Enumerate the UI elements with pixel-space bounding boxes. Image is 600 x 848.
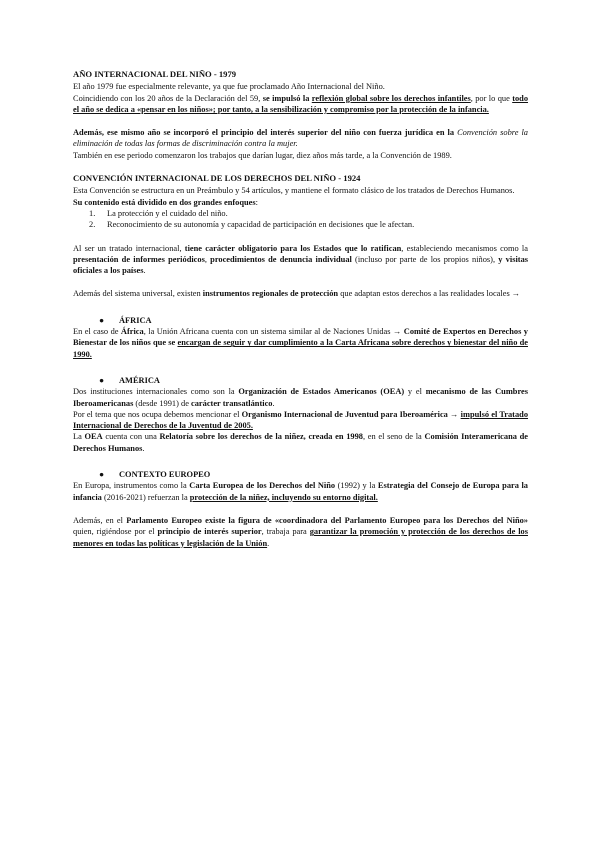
bold-text: procedimientos de denuncia individual <box>210 254 352 264</box>
paragraph <box>73 480 528 503</box>
bold-underlined-text: garantizar la promoción y protección de los derechos de los menores en todas las políticas y legislación de la Unión <box>73 527 528 548</box>
bullet-heading-text: ÁFRICA <box>119 315 152 325</box>
paragraph <box>73 185 528 196</box>
list-item-text: La protección y el cuidado del niño. <box>107 208 228 218</box>
text: La <box>73 432 85 442</box>
list-item <box>85 219 528 230</box>
bold-underlined-text: reflexión global sobre los derechos infantiles <box>311 93 471 103</box>
bold-text: Parlamento Europeo existe la figura de «coordinadora del Parlamento Europeo para los Derechos del Niño» <box>126 515 528 525</box>
paragraph <box>73 81 528 92</box>
bold-underlined-text: impulsó el Tratado Internacional de Derechos de la Juventud de 2005. <box>73 409 529 431</box>
text: , estableciendo mecanismos como la <box>401 243 528 253</box>
list-number: 2. <box>89 220 96 230</box>
text: En el caso de <box>73 327 121 337</box>
paragraph <box>73 431 528 454</box>
text: cuenta con una <box>102 432 160 442</box>
bullet-heading-text: AMÉRICA <box>119 375 160 385</box>
paragraph <box>73 386 528 409</box>
section-title-convencion: CONVENCIÓN INTERNACIONAL DE LOS DERECHOS DEL NIÑO - 1924 <box>73 173 361 184</box>
bold-text: Su contenido está dividido en dos grandes enfoques <box>73 197 256 207</box>
bullet-heading-america <box>73 375 528 386</box>
text: que adaptan estos derechos a las realidades locales → <box>338 289 521 299</box>
text: Coincidiendo con los 20 años de la Declaración del 59, <box>73 93 263 103</box>
bold-text: Relatoría sobre los derechos de la niñez, creada en 1998 <box>159 432 363 442</box>
section-title-ano-internacional: AÑO INTERNACIONAL DEL NIÑO - 1979 <box>73 69 237 79</box>
bold-text: instrumentos regionales de protección <box>202 289 339 299</box>
text: , <box>204 254 211 264</box>
bold-text: Carta Europea de los Derechos del Niño <box>189 481 336 491</box>
bullet-icon: ● <box>99 375 105 385</box>
bullet-icon: ● <box>99 315 105 325</box>
bold-text: carácter transatlántico <box>191 398 273 408</box>
italic-text: Convención sobre la eliminación de todas las formas de discriminación contra la mujer. <box>73 128 528 149</box>
text: Al ser un tratado internacional, <box>73 243 185 253</box>
bold-text: → <box>447 409 461 419</box>
bold-text: Estrategia del Consejo de Europa para la infancia <box>73 481 528 502</box>
paragraph <box>73 243 528 277</box>
paragraph <box>73 197 528 208</box>
paragraph <box>73 288 528 299</box>
text: El año 1979 fue especialmente relevante, ya que fue proclamado Año Internacional del Niño. <box>73 82 385 92</box>
paragraph <box>73 409 528 432</box>
bullet-heading-europa <box>73 469 528 480</box>
bold-underlined-text: todo el año se dedica a «pensar en los niños»; por tanto, a la sensibilización y compromiso por la protección de la infancia. <box>73 93 529 114</box>
text: y el <box>404 387 426 397</box>
bold-text: OEA <box>84 432 103 442</box>
bold-text: tiene carácter obligatorio para los Estados que lo ratifican <box>184 243 402 253</box>
list-item <box>85 208 528 219</box>
text: . <box>143 266 146 276</box>
text: Esta Convención se estructura en un Preámbulo y 54 artículos, y mantiene el formato clásico de los tratados de Derechos Humanos. <box>73 186 515 196</box>
text: Además del sistema universal, existen <box>73 289 203 299</box>
bold-text: Organización de Estados Americanos (OEA) <box>238 387 405 397</box>
text: . <box>272 398 275 408</box>
bold-text: Además, ese mismo año se incorporó el principio del interés superior del niño con fuerza jurídica en la <box>73 128 458 138</box>
bold-text: se impulsó la <box>262 93 312 103</box>
bullet-heading-africa <box>73 315 528 326</box>
text: Dos instituciones internacionales como son la <box>73 387 239 397</box>
paragraph <box>73 150 528 161</box>
text: (1992) y la <box>335 481 378 491</box>
bold-text: y visitas oficiales a los países <box>73 254 529 276</box>
document-body <box>73 69 528 549</box>
text: , la Unión Africana cuenta con un sistema similar al de Naciones Unidas → <box>143 327 404 337</box>
bold-text: principio de interés superior <box>157 527 262 537</box>
bullet-heading-text: CONTEXTO EUROPEO <box>119 470 211 480</box>
list-item-text: Reconocimiento de su autonomía y capacidad de participación en decisiones que le afectan. <box>107 220 415 230</box>
enfoques-list <box>73 208 528 231</box>
text: (2016-2021) refuerzan la <box>101 492 190 502</box>
bold-text: mecanismo de las Cumbres Iberoamericanas <box>73 387 529 408</box>
bold-text: presentación de informes periódicos <box>73 254 205 264</box>
paragraph <box>73 515 528 549</box>
text: , por lo que <box>470 93 513 103</box>
paragraph <box>73 326 528 360</box>
text: También en ese periodo comenzaron los trabajos que darían lugar, diez años más tarde, a la Convención de 1989. <box>73 150 452 160</box>
text: , en el seno de la <box>362 432 425 442</box>
bold-underlined-text: protección de la niñez, incluyendo su entorno digital. <box>189 492 378 502</box>
bullet-icon: ● <box>99 470 105 480</box>
paragraph <box>73 127 528 150</box>
text: (incluso por parte de los propios niños), <box>351 254 499 264</box>
bold-underlined-text: encargan de seguir y dar cumplimiento a la Carta Africana sobre derechos y bienestar del niño de 1990. <box>73 338 528 359</box>
bold-text: África <box>120 327 144 337</box>
list-number: 1. <box>89 208 96 218</box>
text: , trabaja para <box>261 527 310 537</box>
paragraph <box>73 93 528 116</box>
bold-text: Comisión Interamericana de Derechos Humanos <box>73 432 528 453</box>
bold-text: Comité de Expertos en Derechos y Bienestar de los niños que se <box>73 327 528 348</box>
text: : <box>255 197 258 207</box>
text: (desde 1991) de <box>133 398 192 408</box>
text: . <box>267 538 270 548</box>
text: Por el tema que nos ocupa debemos mencionar el <box>73 409 242 419</box>
text: En Europa, instrumentos como la <box>73 481 190 491</box>
text: Además, en el <box>73 515 127 525</box>
text: quien, rigiéndose por el <box>73 527 158 537</box>
text: . <box>142 443 145 453</box>
bold-text: Organismo Internacional de Juventud para Iberoamérica <box>241 409 448 419</box>
